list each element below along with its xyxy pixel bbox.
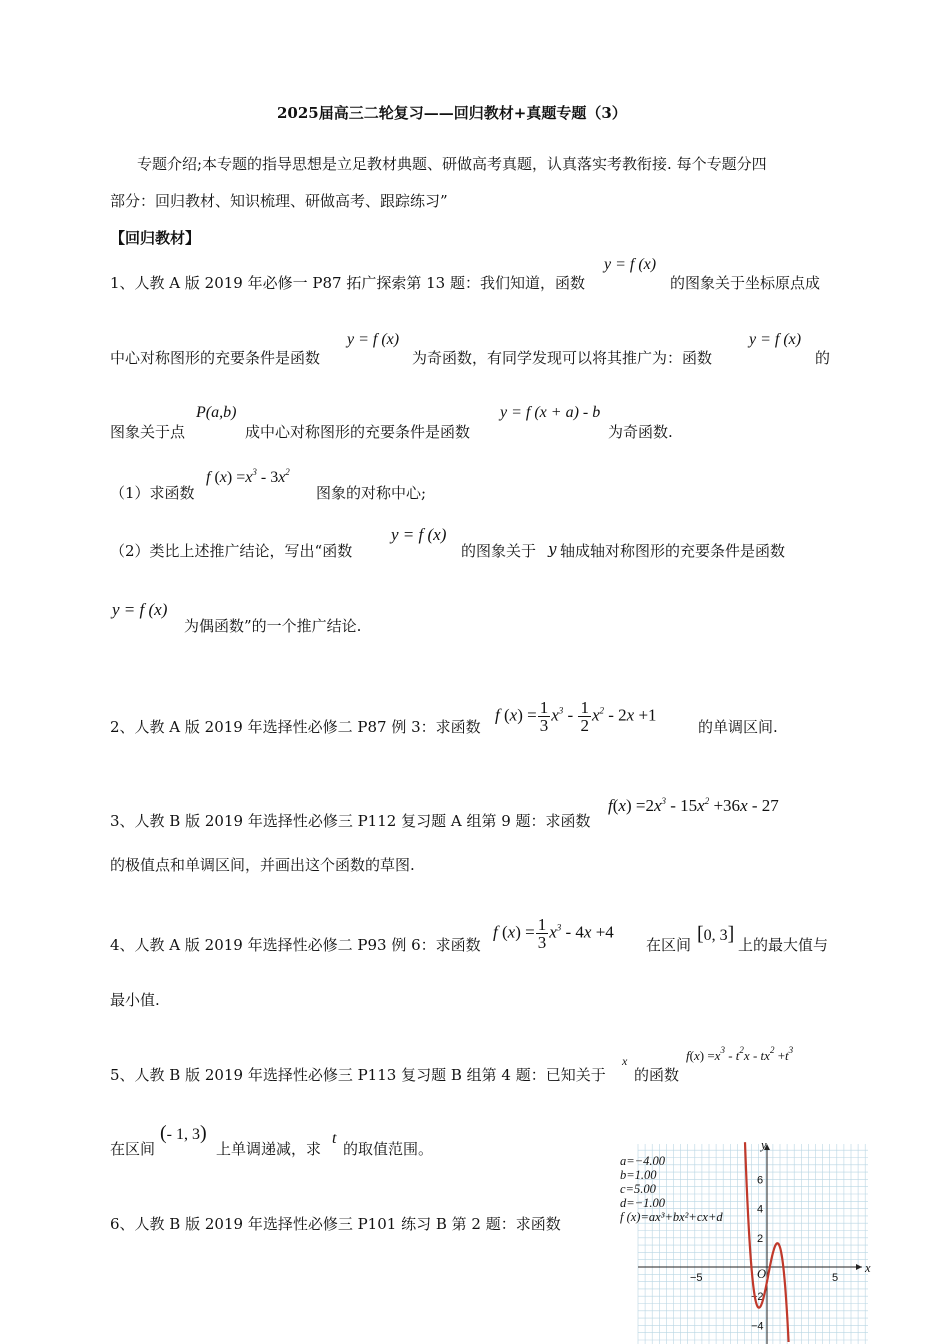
q5-text-d: 上单调递减，求 xyxy=(216,1140,322,1158)
q1-text-3b: 成中心对称图形的充要条件是函数 xyxy=(245,423,471,441)
q4-interval-values: 0, 3 xyxy=(703,927,728,944)
q2-func: f (x) = $\frac{1}{3}$ $x^3$ - $\frac{1}{2}$ $x^2 - 2x +1$ xyxy=(495,698,657,735)
q3-func: $f(x) =2x^3 - 15x^2 +36x - 27$ xyxy=(608,796,779,815)
q5-text-e: 的取值范围。 xyxy=(343,1140,434,1158)
q6-text-a: 6、人教 B 版 2019 年选择性必修三 P101 练习 B 第 2 题：求函数 xyxy=(110,1215,561,1233)
y-tick-label: 4 xyxy=(757,1203,764,1216)
q5-text-c: 在区间 xyxy=(110,1140,156,1158)
q5-var-x: x xyxy=(622,1054,628,1068)
q1-sub2-text-c: 轴成轴对称图形的充要条件是函数 xyxy=(560,542,786,560)
q5-func: $f(x) =x^3 - t^2x - tx^2 +t^3$ xyxy=(686,1045,794,1063)
y-tick-label: −2 xyxy=(751,1291,764,1304)
q1-sub2-text-d: 为偶函数”的一个推广结论. xyxy=(184,617,362,635)
q1-text-2b: 为奇函数，有同学发现可以将其推广为：函数 xyxy=(412,349,713,367)
q5-interval: (- 1, 3) xyxy=(160,1122,207,1144)
q1-sub2-text-a: （2）类比上述推广结论，写出“函数 xyxy=(110,542,353,560)
graph-param-d: d=−1.00 xyxy=(620,1196,665,1210)
q5-text-b: 的函数 xyxy=(634,1066,680,1084)
graph-origin-label: O xyxy=(757,1267,767,1281)
q4-func: f (x) = $\frac{1}{3}$ $x^3 - 4x +4$ xyxy=(493,915,614,952)
q1-math-y-fx-1: y = f (x) xyxy=(604,256,657,273)
page-title: 2025届高三二轮复习——回归教材+真题专题（3） xyxy=(277,104,627,122)
graph-y-label: y xyxy=(761,1138,767,1152)
q4-text-d: 最小值. xyxy=(110,991,160,1009)
graph-ticks xyxy=(690,1174,838,1332)
q1-math-y-fx-3: y = f (x) xyxy=(749,331,802,348)
intro-line-1: 专题介绍;本专题的指导思想是立足教材典题、研做高考真题，认真落实考教衔接. 每个专题分四 xyxy=(137,155,767,173)
y-tick-label: 6 xyxy=(757,1174,764,1187)
q2-text-a: 2、人教 A 版 2019 年选择性必修二 P87 例 3：求函数 xyxy=(110,718,481,736)
q1-text-2c: 的 xyxy=(815,349,831,367)
q1-sub2-math-y-fx: y = f (x) xyxy=(391,525,447,544)
q1-sub1-func: f $(x) =x^3 - 3x^2$ xyxy=(206,467,290,486)
q1-text-2a: 中心对称图形的充要条件是函数 xyxy=(110,349,321,367)
q4-interval: [0, 3] xyxy=(697,923,735,945)
function-graph xyxy=(618,1138,874,1344)
graph-param-b: b=1.00 xyxy=(620,1168,657,1182)
q1-text-1b: 的图象关于坐标原点成 xyxy=(670,274,821,292)
q5-interval-values: - 1, 3 xyxy=(166,1126,200,1143)
q3-text-b: 的极值点和单调区间，并画出这个函数的草图. xyxy=(110,856,415,874)
q5-var-t: t xyxy=(332,1130,337,1147)
y-tick-label: −4 xyxy=(751,1320,764,1333)
q4-text-c: 上的最大值与 xyxy=(738,936,829,954)
x-tick-label: −5 xyxy=(690,1272,703,1284)
q3-text-a: 3、人教 B 版 2019 年选择性必修三 P112 复习题 A 组第 9 题：求函数 xyxy=(110,812,591,830)
q1-text-1a: 1、人教 A 版 2019 年必修一 P87 拓广探索第 13 题：我们知道，函数 xyxy=(110,274,585,292)
y-tick-label: 2 xyxy=(757,1232,764,1245)
q1-sub2-text-b: 的图象关于 xyxy=(461,542,537,560)
graph-param-a: a=−4.00 xyxy=(620,1154,665,1168)
x-tick-label: 5 xyxy=(832,1272,839,1284)
q2-text-b: 的单调区间. xyxy=(698,718,778,736)
q1-math-point: P(a,b) xyxy=(196,404,237,421)
q4-text-b: 在区间 xyxy=(646,936,692,954)
graph-x-label: x xyxy=(865,1261,871,1275)
q1-sub1-text-b: 图象的对称中心; xyxy=(316,484,427,502)
section-heading: 【回归教材】 xyxy=(110,229,201,247)
graph-param-c: c=5.00 xyxy=(620,1182,656,1196)
graph-grid xyxy=(638,1144,868,1344)
graph-param-formula: f (x)=ax³+bx²+cx+d xyxy=(620,1210,723,1224)
q1-math-y-fx-2: y = f (x) xyxy=(347,331,400,348)
intro-line-2: 部分：回归教材、知识梳理、研做高考、跟踪练习” xyxy=(110,192,448,210)
q1-sub2-y: y xyxy=(548,540,557,558)
q1-math-shift: y = f (x + a) - b xyxy=(500,404,601,421)
q4-text-a: 4、人教 A 版 2019 年选择性必修二 P93 例 6：求函数 xyxy=(110,936,481,954)
q5-text-a: 5、人教 B 版 2019 年选择性必修三 P113 复习题 B 组第 4 题：已知关于 xyxy=(110,1066,606,1084)
q1-sub1-text-a: （1）求函数 xyxy=(110,484,195,502)
q1-sub2-math-y-fx-2: y = f (x) xyxy=(112,600,168,619)
q1-text-3a: 图象关于点 xyxy=(110,423,186,441)
q1-text-3c: 为奇函数. xyxy=(608,423,673,441)
